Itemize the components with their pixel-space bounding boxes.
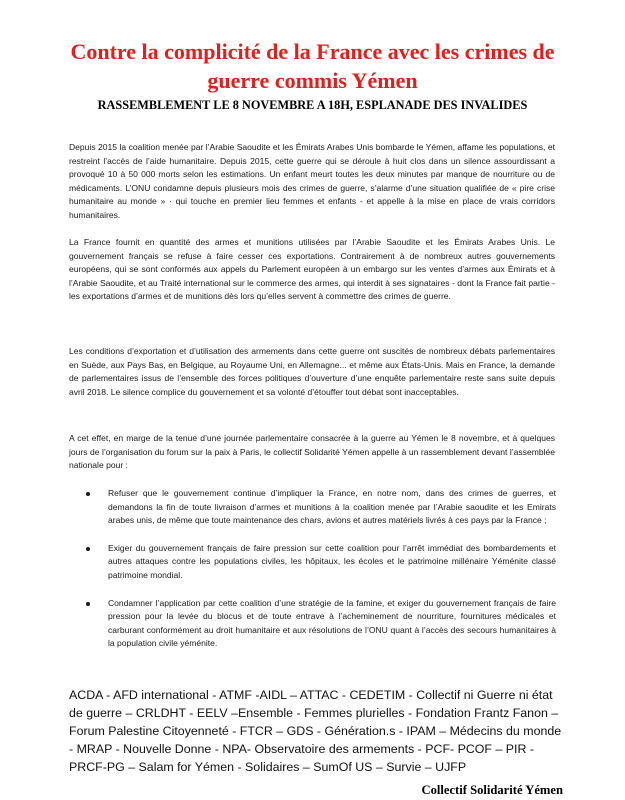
document-title: Contre la complicité de la France avec les crimes de guerre commis Yémen: [70, 39, 555, 93]
demand-text: Condamner l’application par cette coalition d’une stratégie de la famine, et exiger du gouvernement français de faire pression pour la levée du blocus et de toute entrave à l’acheminement de nourriture, fournitures médicales et carburant conformément au droit humanitaire et aux résolutions de l’ONU quant à l’accès des secours humanitaires à la population civile yéménite.: [108, 597, 556, 649]
list-item: [86, 487, 556, 528]
list-item: [86, 597, 556, 651]
demand-text: Refuser que le gouvernement continue d’impliquer la France, en notre nom, dans des crimes de guerres, et demandons la fin de toute livraison d’armes et munitions à la coalition menée par l’Arabie saoudite et les Emirats arabes unis, de même que toute maintenance des chars, avions et autres matériels livrés à ces pays par la France ;: [108, 488, 556, 526]
document-subtitle: RASSEMBLEMENT LE 8 NOVEMBRE A 18H, ESPLANADE DES INVALIDES: [97, 98, 528, 112]
paragraph-1: Depuis 2015 la coalition menée par l’Arabie Saoudite et les Émirats Arabes Unis bombarde le Yémen, affame les populations, et restreint l’accès de l’aide humanitaire. Depuis 2015, cette guerre qui se déroule à huit clos dans un silence assourdissant a provoqué 10 à 50 000 morts selon les estimations. Un enfant meurt toutes les deux minutes par manque de nourriture ou de médicaments. L’ONU condamne depuis plusieurs mois des crimes de guerre, s’alarme d’une situation qualifiée de « pire crise humanitaire au monde » · qui touche en premier lieu femmes et enfants - et appelle à la mise en place de vrais corridors humanitaires.: [69, 142, 555, 220]
organizations-list: ACDA - AFD international - ATMF -AIDL – ATTAC - CEDETIM - Collectif ni Guerre ni état de guerre – CRLDHT - EELV –Ensemble - Femmes plurielles - Fondation Frantz Fanon – Forum Palestine Citoyenneté - FTCR – GDS - Génération.s - IPAM – Médecins du monde - MRAP - Nouvelle Donne - NPA- Observatoire des armements - PCF- PCOF – PIR - PRCF-PG – Salam for Yémen - Solidaires – SumOf US – Survie – UJFP: [69, 688, 562, 775]
bullet-icon: [86, 547, 90, 551]
list-item: [86, 542, 556, 583]
demands-list: [86, 487, 556, 665]
paragraph-2: La France fournit en quantité des armes et munitions utilisées par l’Arabie Saoudite et les Émirats Arabes Unis. Le gouvernement français se refuse à faire cesser ces exportations. Contrairement à de nombreux autres gouvernements européens, qui se sont conformés aux appels du Parlement européen à un embargo sur les ventes d’armes aux Émirats et à l’Arabie Saoudite, et au Traité international sur le commerce des armes, qui interdit à ses signataires - dont la France fait partie - les exportations d’armes et de munitions dès lors qu’elles servent à commettre des crimes de guerre.: [69, 237, 555, 302]
bullet-icon: [86, 602, 90, 606]
bullet-icon: [86, 492, 90, 496]
paragraph-4: A cet effet, en marge de la tenue d’une journée parlementaire consacrée à la guerre au Yémen le 8 novembre, et à quelques jours de l’organisation du forum sur la paix à Paris, le collectif Solidarité Yémen appelle à un rassemblement devant l’assemblée nationale pour :: [69, 433, 555, 471]
paragraph-3: Les conditions d’exportation et d’utilisation des armements dans cette guerre ont suscités de nombreux débats parlementaires en Suède, aux Pays Bas, en Belgique, au Royaume Uni, en Allemagne... et même aux États-Unis. Mais en France, la demande de parlementaires issus de l’ensemble des forces politiques d’ouverture d’une enquête parlementaire reste sans suite depuis avril 2018. Le silence complice du gouvernement et sa volonté d’étouffer tout débat sont inacceptables.: [69, 346, 555, 397]
signature: Collectif Solidarité Yémen: [421, 783, 563, 797]
demand-text: Exiger du gouvernement français de faire pression sur cette coalition pour l’arrêt immédiat des bombardements et autres attaques contre les populations civiles, les hôpitaux, les écoles et le patrimoine millénaire Yéménite classé patrimoine mondial.: [108, 542, 556, 580]
